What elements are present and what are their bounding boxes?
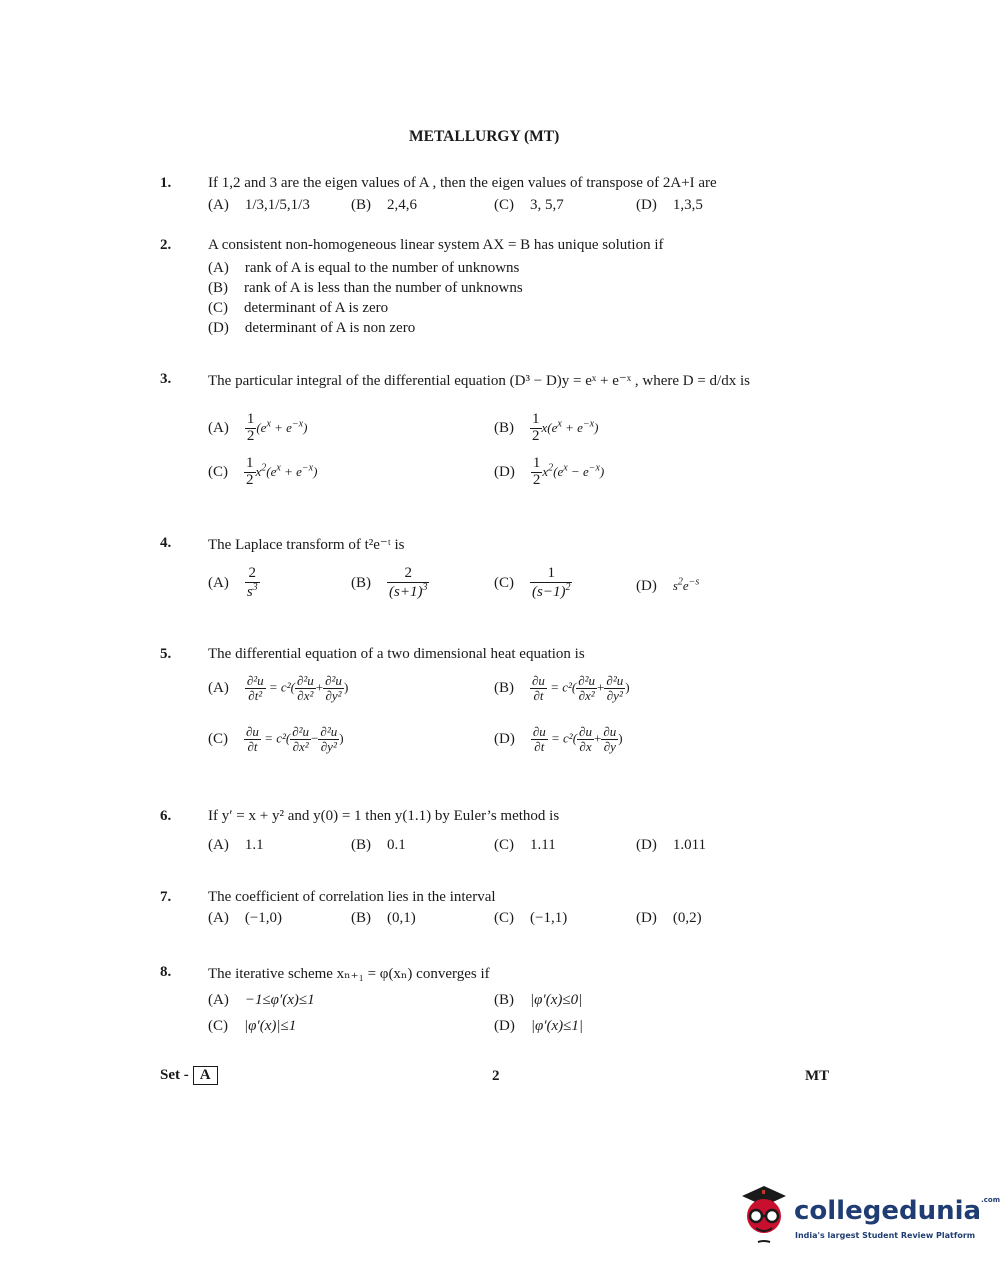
option: (D) 1.011	[636, 837, 707, 853]
collegedunia-logo	[736, 1182, 792, 1253]
question-number: 1.	[160, 175, 172, 191]
option: (A) 1.1	[208, 837, 264, 853]
option: (A) $\frac{1}{2}$ $(e^x + e^{-x})$	[208, 411, 308, 444]
question-text: If y′ = x + y² and y(0) = 1 then y(1.1) by Euler’s method is	[208, 808, 560, 824]
option: (B) 0.1	[351, 837, 406, 853]
option: (A) 1/3,1/5,1/3	[208, 197, 310, 213]
option: (A) rank of A is equal to the number of unknowns	[208, 260, 520, 276]
question-text: If 1,2 and 3 are the eigen values of A , then the eigen values of transpose of 2A+I are	[208, 175, 717, 191]
set-box: A	[193, 1066, 218, 1085]
logo-wordmark: collegedunia$^{.com}$	[794, 1196, 1000, 1226]
question-number: 5.	[160, 646, 172, 662]
option: (C) $\frac{1}{(s-1)^2}$	[494, 565, 571, 600]
question-number: 4.	[160, 535, 172, 551]
page-number: 2	[492, 1068, 500, 1084]
option: (D) (0,2)	[636, 910, 702, 926]
question-text: The Laplace transform of t²e⁻ᵗ is	[208, 537, 405, 553]
option: (A) −1≤φ′(x)≤1	[208, 992, 315, 1008]
option: (C) (−1,1)	[494, 910, 568, 926]
question-text: The coefficient of correlation lies in the interval	[208, 889, 496, 905]
logo-tagline: India's largest Student Review Platform	[795, 1231, 976, 1240]
option: (A) $\frac{2}{s^3}$	[208, 565, 258, 600]
option: (A) $\frac{\text{∂²u}}{\text{∂t²}}$ = c²( $\frac{\text{∂²u}}{\text{∂x²}}$ + $\frac{\text{∂²u}}{\text{∂y²}}$ )	[208, 673, 349, 703]
question-number: 7.	[160, 889, 172, 905]
option: (D) $s^2e^{-s}$	[636, 577, 700, 595]
question-number: 2.	[160, 237, 172, 253]
option: (A) (−1,0)	[208, 910, 283, 926]
option: (C) |φ′(x)|≤1	[208, 1018, 297, 1034]
question-text: A consistent non-homogeneous linear system AX = B has unique solution if	[208, 237, 664, 253]
question-text: The particular integral of the differential equation (D³ − D)y = eˣ + e⁻ˣ , where D = d/dx is	[208, 373, 750, 389]
option: (C) $\frac{\partial u}{\partial t}$ = c²( $\frac{\text{∂²u}}{\text{∂x²}}$ − $\frac{\text{∂²u}}{\text{∂y²}}$ )	[208, 724, 344, 754]
question-number: 6.	[160, 808, 172, 824]
option: (C) determinant of A is zero	[208, 300, 389, 316]
option: (B) $\frac{2}{(s+1)^3}$	[351, 565, 428, 600]
option: (D) $\frac{\partial u}{\partial t}$ = c²( $\frac{\partial u}{\partial x}$ + $\frac{\partial u}{\partial y}$ )	[494, 724, 623, 754]
option: (B) $\frac{\partial u}{\partial t}$ = c²( $\frac{\text{∂²u}}{\text{∂x²}}$ + $\frac{\text{∂²u}}{\text{∂y²}}$ )	[494, 673, 630, 703]
option: (C) $\frac{1}{2}$ $x^2(e^x + e^{-x})$	[208, 455, 318, 488]
page-title: METALLURGY (MT)	[409, 128, 560, 145]
option: (D) 1,3,5	[636, 197, 703, 213]
option: (B) $\frac{1}{2}$ $x(e^x + e^{-x})$	[494, 411, 599, 444]
set-indicator: Set - A	[160, 1066, 218, 1085]
option: (D) $\frac{1}{2}$ $x^2(e^x - e^{-x})$	[494, 455, 605, 488]
option: (B) 2,4,6	[351, 197, 417, 213]
option: (C) 3, 5,7	[494, 197, 564, 213]
option: (B) rank of A is less than the number of unknowns	[208, 280, 523, 296]
question-number: 8.	[160, 964, 172, 980]
option: (B) |φ′(x)≤0|	[494, 992, 583, 1008]
option: (D) |φ′(x)≤1|	[494, 1018, 584, 1034]
option: (B) (0,1)	[351, 910, 416, 926]
subject-code: MT	[805, 1068, 830, 1084]
option: (D) determinant of A is non zero	[208, 320, 416, 336]
question-text: The differential equation of a two dimensional heat equation is	[208, 646, 585, 662]
option: (C) 1.11	[494, 837, 556, 853]
question-number: 3.	[160, 371, 172, 387]
mascot-icon	[736, 1182, 792, 1248]
question-text: The iterative scheme xₙ₊₁ = φ(xₙ) converges if	[208, 966, 490, 982]
